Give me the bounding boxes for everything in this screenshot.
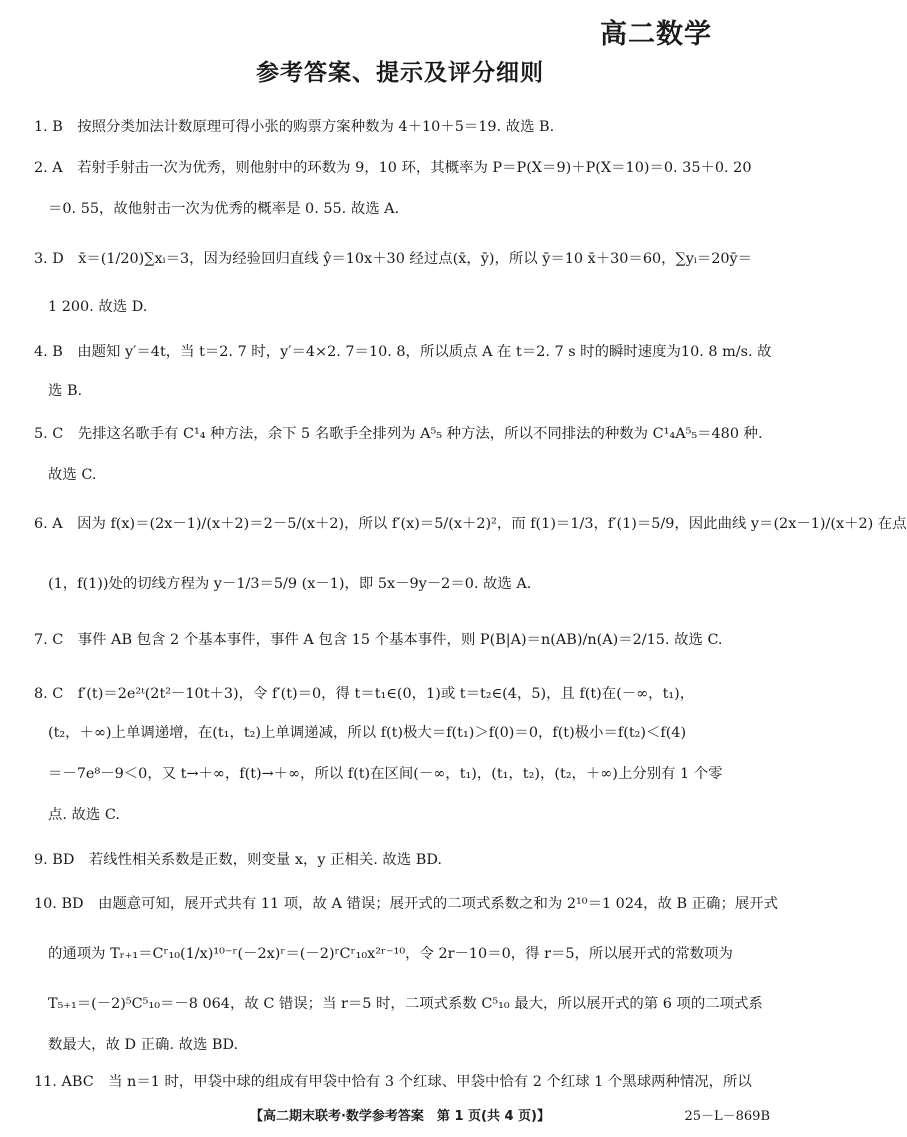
footer-code: 25－L－869B <box>684 1109 770 1124</box>
answer-10-line-2: 的通项为 Tᵣ₊₁＝Cʳ₁₀(1/x)¹⁰⁻ʳ(－2x)ʳ＝(－2)ʳCʳ₁₀x²ʳ⁻¹⁰，令 2r－10＝0，得 r＝5，所以展开式的常数项为 <box>48 946 733 962</box>
subject-label: 高二数学 <box>600 19 712 50</box>
answer-1-line-1: 1. B 按照分类加法计数原理可得小张的购票方案种数为 4＋10＋5＝19. 故选 B. <box>34 119 555 135</box>
page-footer <box>0 1105 800 1127</box>
answer-6-line-2: (1，f(1))处的切线方程为 y－1/3＝5/9 (x－1)，即 5x－9y－2＝0. 故选 A. <box>48 576 532 592</box>
answer-9-line-1: 9. BD 若线性相关系数是正数，则变量 x，y 正相关. 故选 BD. <box>34 852 442 868</box>
answer-10-line-4: 数最大，故 D 正确. 故选 BD. <box>48 1037 239 1053</box>
answer-10-line-3: T₅₊₁＝(－2)⁵C⁵₁₀＝－8 064，故 C 错误；当 r＝5 时，二项式系数 C⁵₁₀ 最大，所以展开式的第 6 项的二项式系 <box>48 996 763 1012</box>
footer-page-info: 【高二期末联考·数学参考答案 第 1 页(共 4 页)】 <box>249 1109 551 1124</box>
answer-4-line-2: 选 B. <box>48 383 83 399</box>
page-title: 参考答案、提示及评分细则 <box>256 60 544 86</box>
answer-5-line-2: 故选 C. <box>48 467 97 483</box>
answer-3-line-1: 3. D x̄＝(1/20)∑xᵢ＝3，因为经验回归直线 ŷ＝10x＋30 经过点(x̄，ȳ)，所以 ȳ＝10 x̄＋30＝60，∑yᵢ＝20ȳ＝ <box>34 251 753 267</box>
answer-2-line-1: 2. A 若射手射击一次为优秀，则他射中的环数为 9，10 环，其概率为 P＝P(X＝9)＋P(X＝10)＝0. 35＋0. 20 <box>34 160 752 176</box>
answer-10-line-1: 10. BD 由题意可知，展开式共有 11 项，故 A 错误；展开式的二项式系数之和为 2¹⁰＝1 024，故 B 正确；展开式 <box>34 896 779 912</box>
answer-8-line-1: 8. C f′(t)＝2e²ᵗ(2t²－10t＋3)，令 f′(t)＝0，得 t＝t₁∈(0，1)或 t＝t₂∈(4，5)，且 f(t)在(－∞，t₁)， <box>34 686 695 702</box>
answer-2-line-2: ＝0. 55，故他射击一次为优秀的概率是 0. 55. 故选 A. <box>48 201 400 217</box>
answer-11-line-1: 11. ABC 当 n＝1 时，甲袋中球的组成有甲袋中恰有 3 个红球、甲袋中恰有 2 个红球 1 个黑球两种情况，所以 <box>34 1074 752 1090</box>
answer-8-line-2: (t₂，＋∞)上单调递增，在(t₁，t₂)上单调递减，所以 f(t)极大＝f(t₁)＞f(0)＝0，f(t)极小＝f(t₂)＜f(4) <box>48 725 687 741</box>
answer-5-line-1: 5. C 先排这名歌手有 C¹₄ 种方法，余下 5 名歌手全排列为 A⁵₅ 种方法，所以不同排法的种数为 C¹₄A⁵₅＝480 种. <box>34 426 763 442</box>
answer-3-line-2: 1 200. 故选 D. <box>48 299 148 315</box>
answer-4-line-1: 4. B 由题知 y′＝4t，当 t＝2. 7 时，y′＝4×2. 7＝10. 8，所以质点 A 在 t＝2. 7 s 时的瞬时速度为10. 8 m/s. 故 <box>34 344 772 360</box>
answer-8-line-3: ＝－7e⁸－9＜0，又 t→＋∞，f(t)→＋∞，所以 f(t)在区间(－∞，t₁)，(t₁，t₂)，(t₂，＋∞)上分别有 1 个零 <box>48 766 723 782</box>
answer-7-line-1: 7. C 事件 AB 包含 2 个基本事件，事件 A 包含 15 个基本事件，则 P(B|A)＝n(AB)/n(A)＝2/15. 故选 C. <box>34 632 723 648</box>
answer-8-line-4: 点. 故选 C. <box>48 807 120 823</box>
answer-6-line-1: 6. A 因为 f(x)＝(2x－1)/(x＋2)＝2－5/(x＋2)，所以 f′(x)＝5/(x＋2)²，而 f(1)＝1/3，f′(1)＝5/9，因此曲线 y＝(2x－1)/(x＋2) 在点 <box>34 516 907 532</box>
